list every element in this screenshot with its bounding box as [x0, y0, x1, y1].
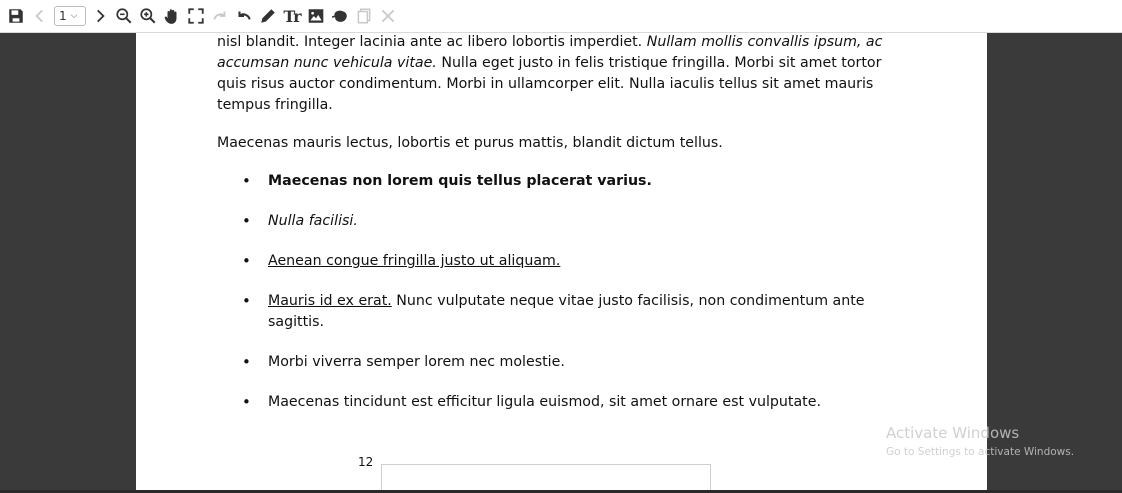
list-item [217, 171, 907, 192]
chart-tick-label: 12 [358, 455, 374, 469]
list-item [217, 392, 907, 413]
save-icon[interactable] [6, 5, 26, 27]
bullet-list [217, 171, 907, 413]
bullet-text: Maecenas non lorem quis tellus placerat varius. [268, 173, 652, 189]
paragraph-1-rest: Nulla eget justo in felis tristique fringilla. Morbi sit amet tortor quis risus auctor condimentum. Morbi in ullamcorper elit. Nulla iaculis tellus sit amet mauris tempus fringilla. [217, 55, 882, 113]
page-number-select[interactable] [54, 6, 86, 26]
zoom-out-icon[interactable] [114, 5, 134, 27]
list-item [217, 291, 907, 333]
watermark-title: Activate Windows [886, 424, 1020, 442]
chart-frame [381, 464, 711, 490]
next-page-icon[interactable] [90, 5, 110, 27]
text-tool-label: Tr [283, 6, 301, 26]
bullet-text: Morbi viverra semper lorem nec molestie. [268, 354, 565, 370]
redo-icon[interactable] [210, 5, 230, 27]
bullet-text: Maecenas tincidunt est efficitur ligula euismod, sit amet ornare est vulputate. [268, 394, 821, 410]
prev-page-icon[interactable] [30, 5, 50, 27]
bullet-text: Nulla facilisi. [268, 213, 358, 229]
bullet-link[interactable]: Mauris id ex erat. [268, 293, 392, 309]
stamp-icon[interactable] [330, 5, 350, 27]
paragraph-1-italic: Nullam mollis convallis ipsum, ac accumsan nunc vehicula vitae. [217, 34, 883, 71]
copy-icon[interactable] [354, 5, 374, 27]
document-page [136, 33, 987, 490]
paragraph-1-text: nisl blandit. Integer lacinia ante ac libero lobortis imperdiet. [217, 34, 643, 50]
text-tool-icon[interactable] [282, 5, 302, 27]
list-item [217, 251, 907, 272]
chevron-down-icon: ⌵ [70, 11, 78, 21]
document-content [217, 33, 907, 432]
toolbar [0, 0, 1122, 33]
bullet-link[interactable]: Aenean congue fringilla justo ut aliquam. [268, 253, 561, 269]
watermark-subtitle: Go to Settings to activate Windows. [886, 446, 1075, 458]
undo-icon[interactable] [234, 5, 254, 27]
pan-hand-icon[interactable] [162, 5, 182, 27]
activation-watermark [886, 424, 1074, 459]
paragraph-2: Maecenas mauris lectus, lobortis et purus mattis, blandit dictum tellus. [217, 135, 723, 151]
list-item [217, 352, 907, 373]
fit-page-icon[interactable] [186, 5, 206, 27]
paragraph-1 [217, 33, 907, 116]
page-number-value: 1 [59, 9, 67, 23]
list-item [217, 211, 907, 232]
image-icon[interactable] [306, 5, 326, 27]
zoom-in-icon[interactable] [138, 5, 158, 27]
bullet-text: Nunc vulputate neque vitae justo facilisis, non condimentum ante sagittis. [268, 293, 865, 330]
pen-icon[interactable] [258, 5, 278, 27]
close-icon[interactable] [378, 5, 398, 27]
viewer-gutter-left [0, 33, 136, 493]
